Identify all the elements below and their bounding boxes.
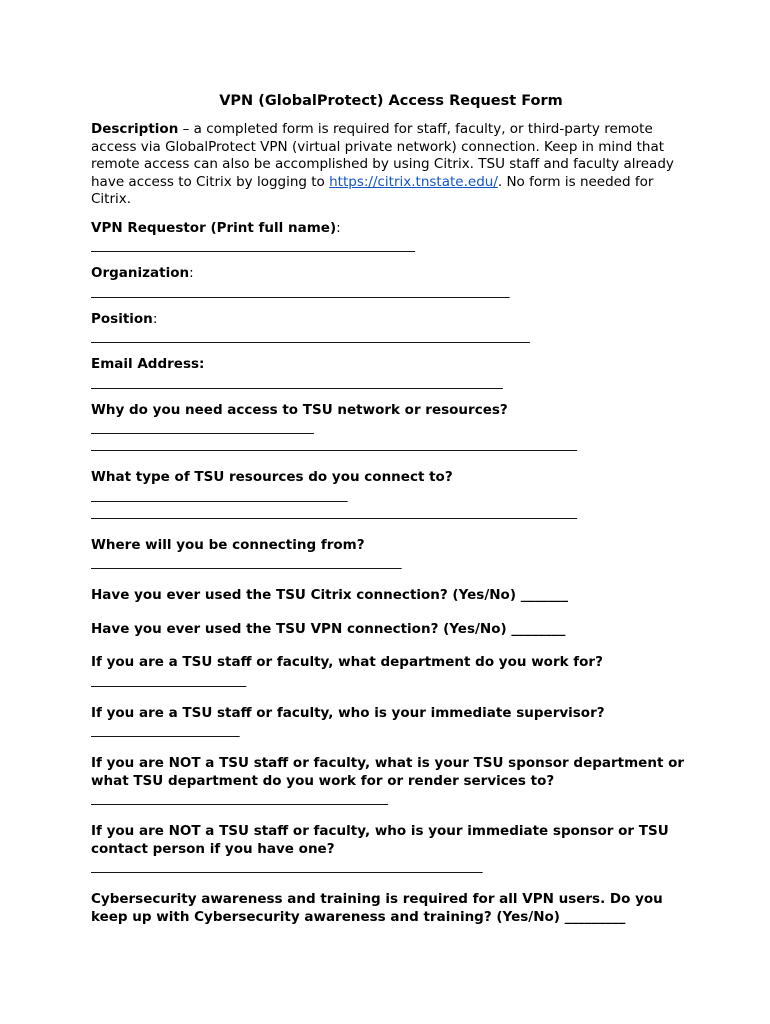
answer-blank[interactable]: ______________________	[91, 722, 240, 738]
question-citrix-used	[91, 587, 691, 605]
question-sponsor-department	[91, 755, 691, 807]
answer-blank[interactable]: _______________________	[91, 671, 247, 688]
question-why-access	[91, 402, 691, 454]
field-organization	[91, 265, 691, 300]
question-label: If you are a TSU staff or faculty, what department do you work for?	[91, 654, 603, 670]
question-label[interactable]: Cybersecurity awareness and training is required for all VPN users. Do you keep up with Cybersecurity awareness and training? (Yes/No) _________	[91, 891, 663, 925]
question-connect-location	[91, 537, 691, 572]
description-tail: . No form is needed for Citrix.	[91, 173, 654, 207]
form-page	[91, 93, 691, 942]
question-label[interactable]: Have you ever used the TSU Citrix connection? (Yes/No) _______	[91, 587, 568, 603]
answer-blank[interactable]: __________________________________________________________	[91, 858, 483, 874]
organization-blank[interactable]: ______________________________________________________________	[91, 282, 510, 299]
question-label[interactable]: Have you ever used the TSU VPN connection? (Yes/No) ________	[91, 620, 566, 637]
question-label: If you are NOT a TSU staff or faculty, what is your TSU sponsor department or what TSU department do you work for or render services to?	[91, 755, 685, 789]
question-vpn-used	[91, 621, 691, 639]
position-blank[interactable]: _________________________________________________________________	[91, 328, 530, 344]
field-suffix: :	[336, 219, 341, 236]
question-label: What type of TSU resources do you connect to?	[91, 469, 453, 485]
answer-blank[interactable]: ____________________________________________	[91, 790, 388, 806]
field-label: Email Address:	[91, 356, 205, 372]
answer-blank[interactable]: ______________________________________	[91, 486, 348, 503]
field-suffix: :	[189, 265, 194, 281]
email-blank[interactable]: _____________________________________________________________	[91, 373, 503, 390]
field-email	[91, 356, 691, 391]
answer-blank[interactable]: ______________________________________________	[91, 554, 402, 570]
question-label: If you are a TSU staff or faculty, who is your immediate supervisor?	[91, 704, 605, 721]
requestor-name-blank[interactable]: ________________________________________________	[91, 237, 415, 253]
question-resource-type	[91, 469, 691, 521]
field-label: Position	[91, 310, 153, 327]
answer-blank[interactable]: _________________________________	[91, 419, 314, 435]
description-text: – a completed form is required for staff, faculty, or third-party remote access via GlobalProtect VPN (virtual private network) connection. Keep in mind that remote access can also be accomplished by using Citrix. TSU staff and faculty already have access to Citrix by logging to	[91, 121, 674, 190]
form-title: VPN (GlobalProtect) Access Request Form	[219, 93, 563, 109]
question-staff-department	[91, 654, 691, 689]
field-suffix: :	[152, 310, 158, 327]
description-label: Description	[91, 121, 179, 137]
question-label: If you are NOT a TSU staff or faculty, who is your immediate sponsor or TSU contact person if you have one?	[91, 823, 669, 857]
field-label: Organization	[91, 265, 190, 281]
field-requestor	[91, 220, 691, 255]
question-cybersecurity-training	[91, 891, 691, 926]
question-label: Why do you need access to TSU network or resources?	[91, 401, 508, 418]
answer-blank[interactable]: ________________________________________________________________________	[91, 436, 577, 452]
question-label: Where will you be connecting from?	[91, 536, 365, 553]
description	[91, 121, 691, 209]
question-staff-supervisor	[91, 705, 691, 740]
citrix-link[interactable]: https://citrix.tnstate.edu/	[329, 173, 498, 190]
field-position	[91, 311, 691, 346]
answer-blank[interactable]: ________________________________________________________________________	[91, 503, 577, 520]
field-label: VPN Requestor (Print full name)	[91, 219, 337, 236]
question-sponsor-contact	[91, 823, 691, 875]
